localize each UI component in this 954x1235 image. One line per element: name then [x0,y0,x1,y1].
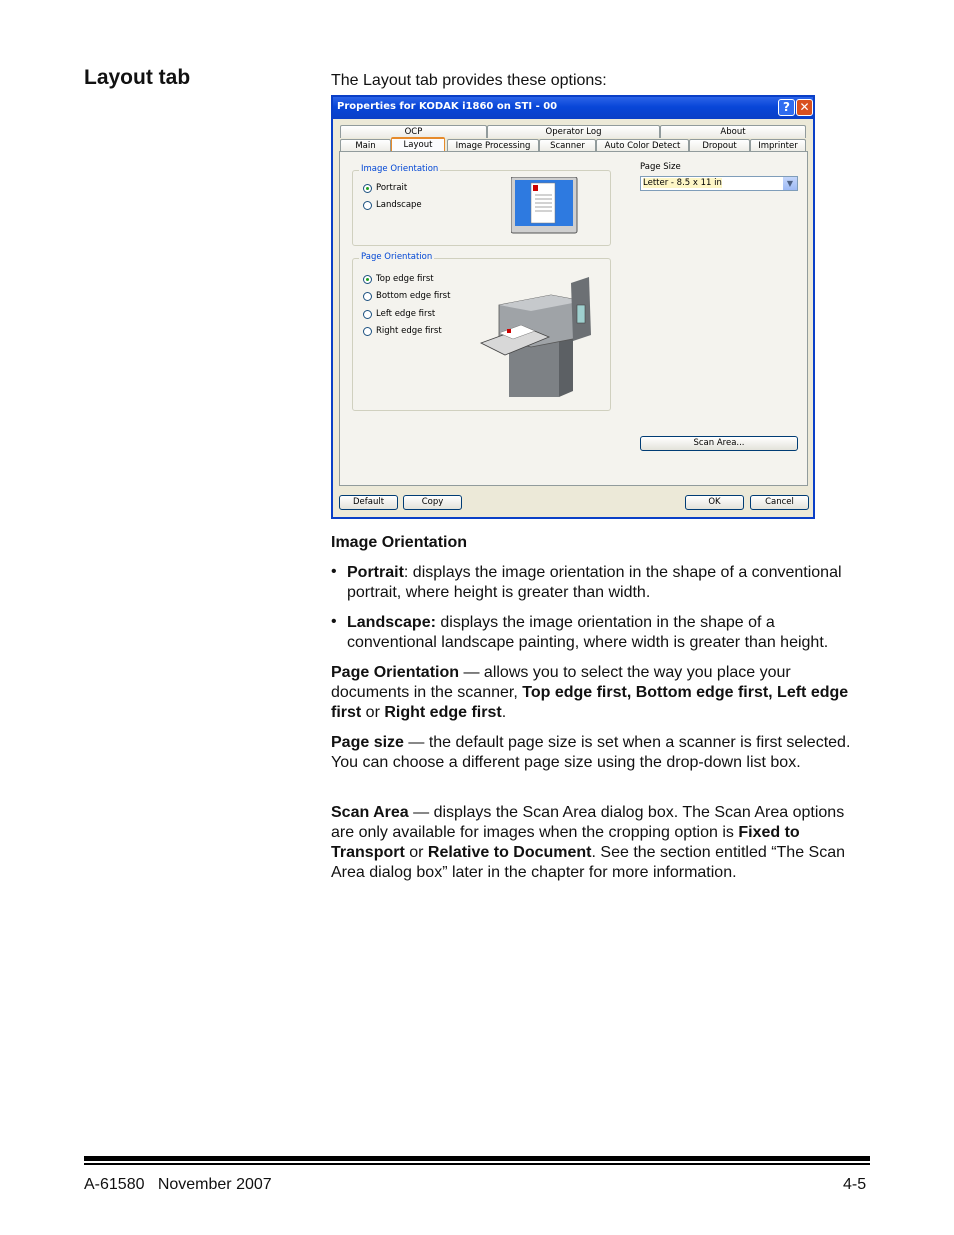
page-size-value: Letter - 8.5 x 11 in [643,178,722,188]
page-size-desc: — the default page size is set when a scanner is first selected. You can choose a different page size using the drop-down list box. [331,734,851,771]
copy-button[interactable]: Copy [403,495,462,510]
radio-portrait[interactable] [363,183,407,193]
chevron-down-icon[interactable]: ▼ [783,177,797,190]
portrait-paragraph [347,563,867,603]
radio-label: Portrait [376,183,408,193]
radio-label: Bottom edge first [376,291,451,301]
page-size-label: Page Size [640,162,681,172]
page-number: 4-5 [843,1176,867,1193]
radio-button[interactable] [363,327,372,336]
page-orientation-paragraph [331,663,856,723]
page-size-paragraph [331,733,871,773]
page-orientation-title: Page Orientation [361,252,433,262]
radio-button[interactable] [363,201,372,210]
radio-landscape[interactable] [363,200,422,210]
page-orientation-options: Top edge first, Bottom edge first, Left edge first [331,684,849,721]
radio-button[interactable] [363,275,372,284]
footer-rule [84,1156,870,1161]
page-size-term: Page size [331,734,404,751]
tab-layout[interactable]: Layout [391,137,445,152]
page-orientation-term: Page Orientation [331,664,460,681]
properties-dialog [331,95,815,519]
portrait-preview-icon [511,177,579,237]
tab-dropout[interactable]: Dropout [689,139,750,152]
scan-area-desc: — displays the Scan Area dialog box. The Scan Area options are only available for images when the cropping option is [331,804,845,841]
radio-button[interactable] [363,184,372,193]
radio-bottom-edge-first[interactable] [363,291,450,301]
help-button[interactable]: ? [778,99,795,116]
radio-top-edge-first[interactable] [363,274,434,284]
bullet-icon: • [331,563,337,580]
ok-button[interactable]: OK [685,495,744,510]
landscape-desc: displays the image orientation in the shape of a conventional landscape painting, where width is greater than height. [347,614,829,651]
right-edge-term: Right edge first [384,704,502,721]
image-orientation-group [352,164,611,246]
or-text: or [361,704,385,721]
fixed-to-transport: Fixed to Transport [331,824,800,861]
tab-ocp[interactable]: OCP [340,125,487,138]
portrait-desc: : displays the image orientation in the shape of a conventional portrait, where height is greater than width. [347,564,842,601]
tab-image-processing[interactable]: Image Processing [447,139,539,152]
tab-imprinter[interactable]: Imprinter [750,139,806,152]
image-orientation-heading: Image Orientation [331,534,468,551]
section-heading: Layout tab [84,66,191,89]
radio-label: Top edge first [376,274,434,284]
portrait-term: Portrait [347,564,404,581]
dialog-title: Properties for KODAK i1860 on STI - 00 [337,101,558,112]
radio-right-edge-first[interactable] [363,326,442,336]
radio-label: Right edge first [376,326,442,336]
radio-button[interactable] [363,310,372,319]
relative-to-document: Relative to Document [427,844,592,861]
radio-label: Landscape [376,200,422,210]
tab-main[interactable]: Main [340,139,391,152]
intro-text: The Layout tab provides these options: [331,72,607,89]
radio-button[interactable] [363,292,372,301]
page-orientation-group [352,252,611,411]
radio-left-edge-first[interactable] [363,309,435,319]
scan-area-desc-end: . See the section entitled “The Scan Area dialog box” later in the chapter for more information. [331,844,845,881]
tab-scanner[interactable]: Scanner [539,139,596,152]
bullet-icon: • [331,613,337,630]
layout-panel [339,151,808,486]
tab-about[interactable]: About [660,125,806,138]
radio-label: Left edge first [376,309,436,319]
scan-area-paragraph [331,803,871,883]
image-orientation-title: Image Orientation [361,164,439,174]
tab-auto-color-detect[interactable]: Auto Color Detect [596,139,689,152]
period: . [501,704,507,721]
default-button[interactable]: Default [339,495,398,510]
or-text: or [404,844,428,861]
scanner-illustration-icon [479,273,597,399]
footer-doc-id: A-61580 November 2007 [84,1176,272,1193]
tab-operator-log[interactable]: Operator Log [487,125,660,138]
close-button[interactable]: ✕ [796,99,813,116]
scan-area-button[interactable]: Scan Area... [640,436,798,451]
dialog-titlebar [333,97,813,119]
landscape-paragraph [347,613,867,653]
page-size-select[interactable] [640,176,798,191]
scan-area-term: Scan Area [331,804,409,821]
landscape-term: Landscape: [347,614,436,631]
footer-rule-thin [84,1163,870,1165]
cancel-button[interactable]: Cancel [750,495,809,510]
page-orientation-desc: — allows you to select the way you place your documents in the scanner, [331,664,791,701]
